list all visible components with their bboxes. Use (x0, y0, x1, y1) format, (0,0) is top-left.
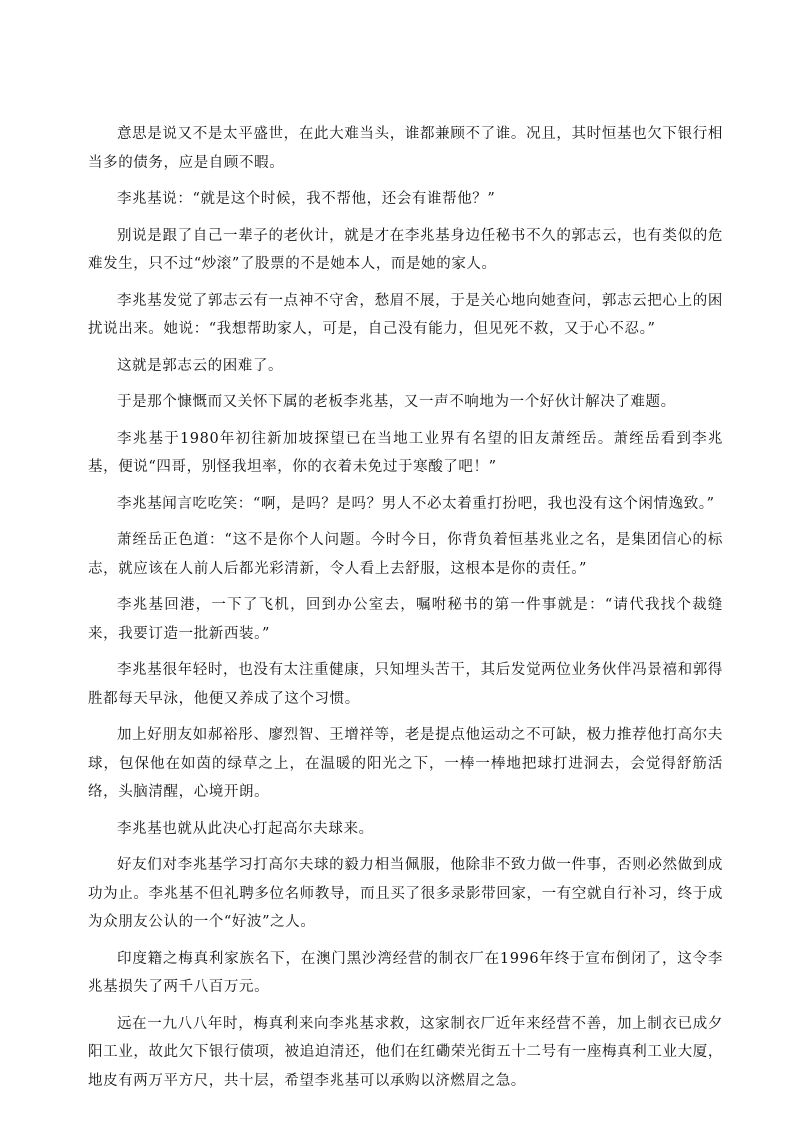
paragraph: 李兆基回港，一下了飞机，回到办公室去，嘱咐秘书的第一件事就是：“请代我找个裁缝来，我要订造一批新西装。” (88, 597, 723, 642)
paragraph: 好友们对李兆基学习打高尔夫球的毅力相当佩服，他除非不致力做一件事，否则必然做到成功为止。李兆基不但礼聘多位名师教导，而且买了很多录影带回家，一有空就自行补习，终于成为众朋友公认的一个“好波”之人。 (88, 857, 723, 930)
paragraph: 远在一九八八年时，梅真利来向李兆基求救，这家制衣厂近年来经营不善，加上制衣已成夕阳工业，故此欠下银行债项，被追迫清还，他们在红磡荣光街五十二号有一座梅真利工业大厦，地皮有两万平方尺，共十层，希望李兆基可以承购以济燃眉之急。 (88, 1015, 723, 1089)
paragraph: 李兆基于1980年初往新加坡探望已在当地工业界有名望的旧友萧绖岳。萧绖岳看到李兆基，便说“四哥，别怪我坦率，你的衣着未免过于寒酸了吧！” (88, 430, 723, 475)
paragraph: 李兆基闻言吃吃笑：“啊，是吗？是吗？男人不必太着重打扮吧，我也没有这个闲情逸致。” (117, 495, 715, 512)
paragraph: 别说是跟了自己一辈子的老伙计，就是才在李兆基身边任秘书不久的郭志云，也有类似的危难发生，只不过“炒滚”了股票的不是她本人，而是她的家人。 (88, 227, 723, 272)
paragraph: 李兆基发觉了郭志云有一点神不守舍，愁眉不展，于是关心地向她查问，郭志云把心上的困扰说出来。她说：“我想帮助家人，可是，自己没有能力，但见死不救，又于心不忍。” (88, 292, 723, 337)
body-text (88, 120, 723, 1103)
paragraph: 意思是说又不是太平盛世，在此大难当头，谁都兼顾不了谁。况且，其时恒基也欠下银行相当多的债务，应是自顾不暇。 (88, 126, 723, 171)
paragraph: 印度籍之梅真利家族名下，在澳门黑沙湾经营的制衣厂在1996年终于宣布倒闭了，这令李兆基损失了两千八百万元。 (88, 950, 723, 995)
paragraph: 李兆基也就从此决心打起高尔夫球来。 (117, 820, 374, 837)
paragraph: 李兆基说：“就是这个时候，我不帮他，还会有谁帮他？” (117, 191, 496, 207)
paragraph: 于是那个慷慨而又关怀下属的老板李兆基，又一声不响地为一个好伙计解决了难题。 (117, 394, 676, 410)
paragraph: 萧绖岳正色道：“这不是你个人问题。今时今日，你背负着恒基兆业之名，是集团信心的标志，就应该在人前人后都光彩清新，令人看上去舒服，这根本是你的责任。” (88, 532, 723, 577)
paragraph: 李兆基很年轻时，也没有太注重健康，只知埋头苦干，其后发觉两位业务伙伴冯景禧和郭得胜都每天早泳，他便又养成了这个习惯。 (88, 662, 723, 707)
paragraph: 加上好朋友如郝裕彤、廖烈智、王增祥等，老是提点他运动之不可缺，极力推荐他打高尔夫球，包保他在如茵的绿草之上，在温暖的阳光之下，一棒一棒地把球打进洞去，会觉得舒筋活络，头脑清醒，心境开朗。 (88, 727, 723, 800)
paragraph: 这就是郭志云的困难了。 (117, 357, 284, 374)
